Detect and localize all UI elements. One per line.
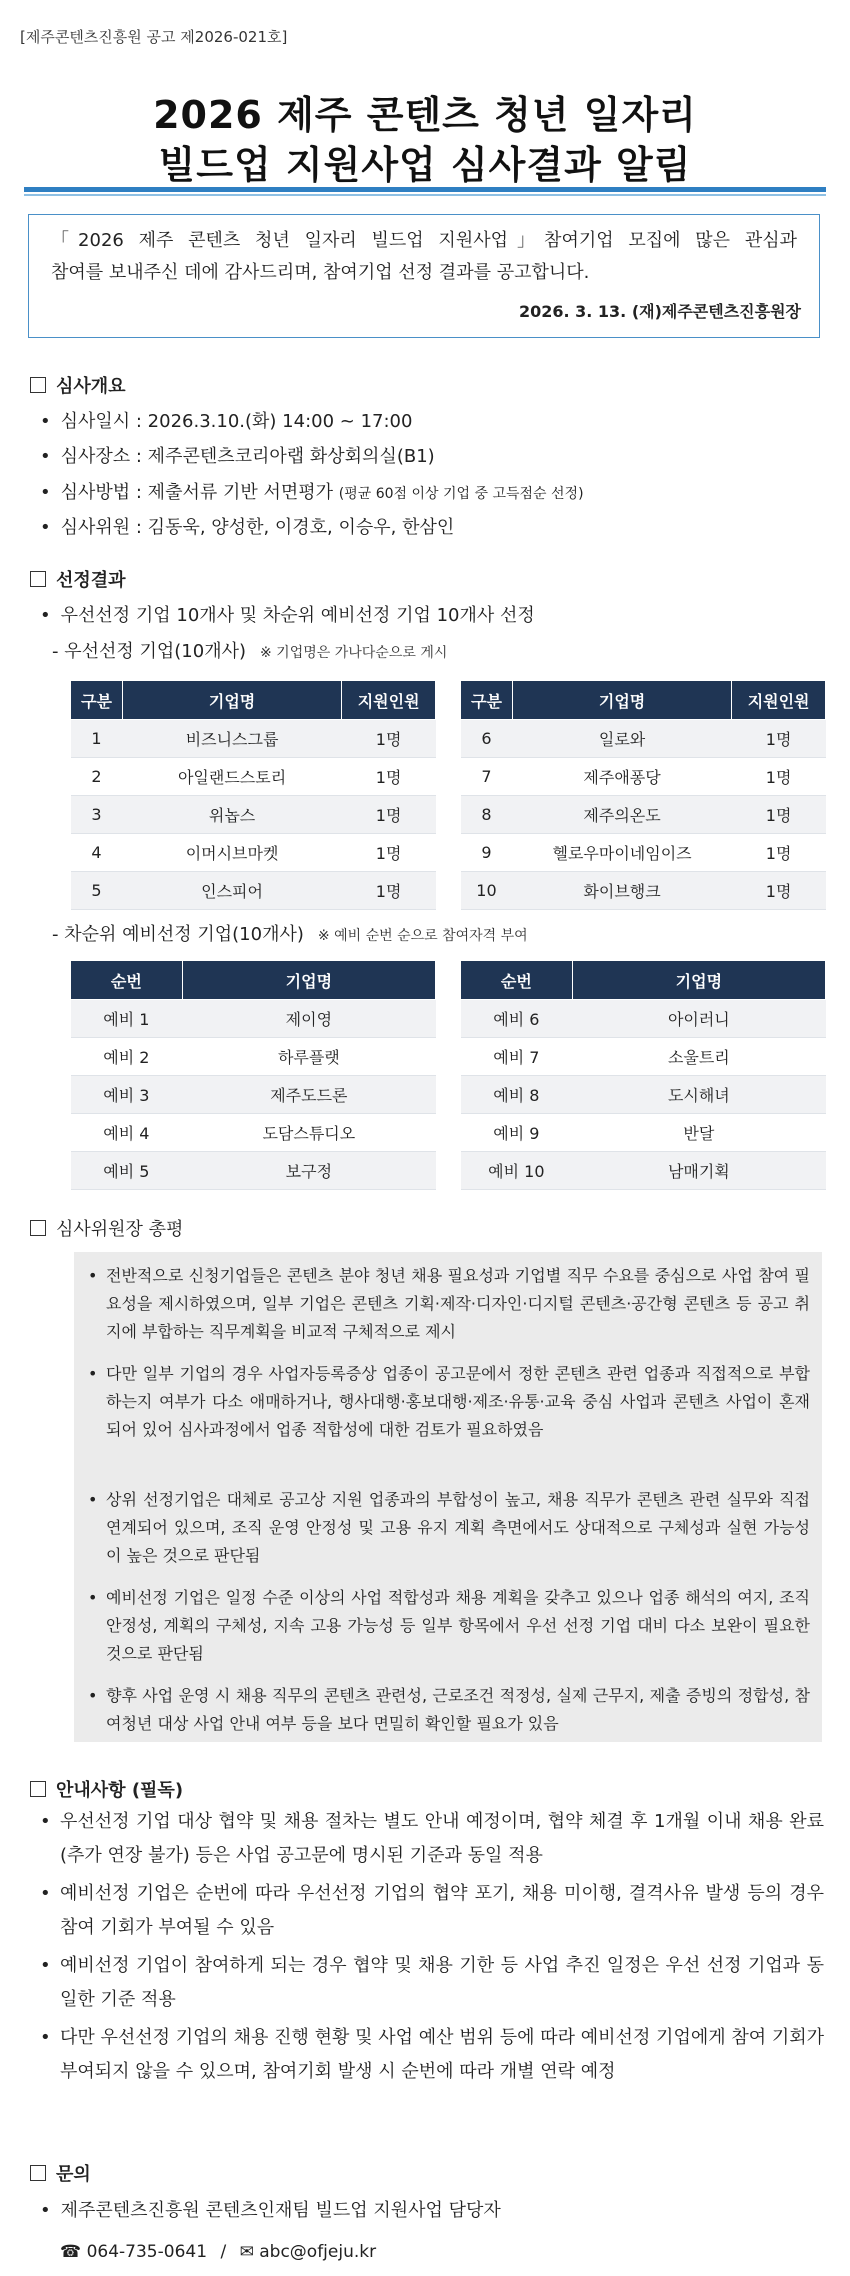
th-category: 구분 bbox=[461, 681, 513, 720]
priority-label: - 우선선정 기업(10개사) ※ 기업명은 가나다순으로 게시 bbox=[52, 641, 448, 662]
table-cell: 반달 bbox=[572, 1114, 825, 1152]
table-row bbox=[71, 720, 436, 758]
table-row bbox=[71, 1038, 436, 1076]
method-note: (평균 60점 이상 기업 중 고득점순 선정) bbox=[338, 486, 584, 502]
table-cell: 소울트리 bbox=[572, 1038, 825, 1076]
table-row bbox=[461, 796, 826, 834]
table-cell: 예비 2 bbox=[71, 1038, 183, 1076]
table-cell: 도담스튜디오 bbox=[182, 1114, 435, 1152]
reserve-label: - 차순위 예비선정 기업(10개사) ※ 예비 순번 순으로 참여자격 부여 bbox=[52, 924, 528, 945]
review-box bbox=[74, 1252, 822, 1742]
table-cell: 4 bbox=[71, 834, 123, 872]
review-item: • 다만 일부 기업의 경우 사업자등록증상 업종이 공고문에서 정한 콘텐츠 관련 업종과 직접적으로 부합하는지 여부가 다소 애매하거나, 행사대행·홍보대행·제조·유통·교육 중심 사업과 콘텐츠 사업이 혼재되어 있어 심사과정에서 업종 적합성에 대한 검토가 필요하였음 bbox=[88, 1360, 810, 1444]
table-cell: 1명 bbox=[732, 796, 826, 834]
reserve-table-right bbox=[460, 960, 826, 1190]
table-cell: 3 bbox=[71, 796, 123, 834]
phone-icon: ☎ bbox=[60, 2242, 82, 2262]
table-cell: 8 bbox=[461, 796, 513, 834]
table-cell: 1명 bbox=[342, 720, 436, 758]
table-cell: 제주도드론 bbox=[182, 1076, 435, 1114]
table-cell: 1명 bbox=[732, 758, 826, 796]
table-cell: 6 bbox=[461, 720, 513, 758]
title-line-2: 빌드업 지원사업 심사결과 알림 bbox=[158, 143, 692, 187]
table-cell: 예비 9 bbox=[461, 1114, 573, 1152]
checkbox-square-icon bbox=[30, 1220, 46, 1236]
th-company: 기업명 bbox=[122, 681, 341, 720]
table-row bbox=[71, 1076, 436, 1114]
th-count: 지원인원 bbox=[732, 681, 826, 720]
table-cell: 제주애퐁당 bbox=[512, 758, 731, 796]
table-cell: 1 bbox=[71, 720, 123, 758]
table-cell: 1명 bbox=[342, 758, 436, 796]
overview-item-method: • 심사방법 : 제출서류 기반 서면평가 (평균 60점 이상 기업 중 고득점순 선정) bbox=[40, 478, 584, 504]
table-cell: 1명 bbox=[732, 834, 826, 872]
table-cell: 1명 bbox=[342, 796, 436, 834]
table-row bbox=[461, 872, 826, 910]
inquiry-email[interactable]: abc@ofjeju.kr bbox=[259, 2242, 377, 2262]
table-row bbox=[71, 1114, 436, 1152]
review-item: • 향후 사업 운영 시 채용 직무의 콘텐츠 관련성, 근로조건 적정성, 실제 근무지, 제출 증빙의 정합성, 참여청년 대상 사업 안내 여부 등을 보다 면밀히 확인할 필요가 있음 bbox=[88, 1682, 810, 1738]
reserve-table-left bbox=[70, 960, 436, 1190]
table-row bbox=[71, 834, 436, 872]
checkbox-square-icon bbox=[30, 2165, 46, 2181]
table-cell: 1명 bbox=[732, 872, 826, 910]
table-cell: 1명 bbox=[732, 720, 826, 758]
guide-item: • 예비선정 기업이 참여하게 되는 경우 협약 및 채용 기한 등 사업 추진 일정은 우선 선정 기업과 동일한 기준 적용 bbox=[40, 1949, 824, 2017]
th-count: 지원인원 bbox=[342, 681, 436, 720]
table-cell: 예비 10 bbox=[461, 1152, 573, 1190]
table-cell: 제주의온도 bbox=[512, 796, 731, 834]
intro-line-1: 「2026 제주 콘텐츠 청년 일자리 빌드업 지원사업」참여기업 모집에 많은 관심과 bbox=[51, 230, 797, 251]
priority-note: ※ 기업명은 가나다순으로 게시 bbox=[260, 645, 448, 661]
table-cell: 헬로우마이네임이즈 bbox=[512, 834, 731, 872]
table-row bbox=[461, 1076, 826, 1114]
table-row bbox=[71, 1000, 436, 1038]
checkbox-square-icon bbox=[30, 1781, 46, 1797]
table-cell: 보구정 bbox=[182, 1152, 435, 1190]
mail-icon: ✉ bbox=[239, 2242, 254, 2262]
guide-item: • 우선선정 기업 대상 협약 및 채용 절차는 별도 안내 예정이며, 협약 체결 후 1개월 이내 채용 완료(추가 연장 불가) 등은 사업 공고문에 명시된 기준과 동일 적용 bbox=[40, 1805, 824, 1873]
reserve-note: ※ 예비 순번 순으로 참여자격 부여 bbox=[317, 928, 528, 944]
section-review-heading: 심사위원장 총평 bbox=[30, 1215, 183, 1241]
table-cell: 예비 3 bbox=[71, 1076, 183, 1114]
table-cell: 2 bbox=[71, 758, 123, 796]
table-cell: 일로와 bbox=[512, 720, 731, 758]
section-inquiry-heading: 문의 bbox=[30, 2160, 91, 2186]
table-cell: 아이러니 bbox=[572, 1000, 825, 1038]
table-row bbox=[71, 1152, 436, 1190]
th-company: 기업명 bbox=[512, 681, 731, 720]
table-cell: 남매기획 bbox=[572, 1152, 825, 1190]
th-category: 구분 bbox=[71, 681, 123, 720]
notice-number: [제주콘텐츠진흥원 공고 제2026-021호] bbox=[20, 28, 288, 46]
section-result-heading: 선정결과 bbox=[30, 566, 126, 592]
th-company: 기업명 bbox=[182, 961, 435, 1000]
intro-signature: 2026. 3. 13. (재)제주콘텐츠진흥원장 bbox=[518, 302, 801, 321]
table-row bbox=[461, 834, 826, 872]
guide-item: • 다만 우선선정 기업의 채용 진행 현황 및 사업 예산 범위 등에 따라 예비선정 기업에게 참여 기회가 부여되지 않을 수 있으며, 참여기회 발생 시 순번에 따라 개별 연락 예정 bbox=[40, 2021, 824, 2089]
overview-item-date: • 심사일시 : 2026.3.10.(화) 14:00 ~ 17:00 bbox=[40, 407, 412, 433]
table-row bbox=[71, 758, 436, 796]
table-cell: 5 bbox=[71, 872, 123, 910]
table-row bbox=[461, 720, 826, 758]
checkbox-square-icon bbox=[30, 377, 46, 393]
table-cell: 도시해녀 bbox=[572, 1076, 825, 1114]
table-row bbox=[71, 796, 436, 834]
overview-item-place: • 심사장소 : 제주콘텐츠코리아랩 화상회의실(B1) bbox=[40, 442, 435, 468]
review-item: • 상위 선정기업은 대체로 공고상 지원 업종과의 부합성이 높고, 채용 직무가 콘텐츠 관련 실무와 직접 연계되어 있으며, 조직 운영 안정성 및 고용 유지 계획 측면에서도 상대적으로 구체성과 실현 가능성이 높은 것으로 판단됨 bbox=[88, 1486, 810, 1570]
table-row bbox=[461, 1152, 826, 1190]
priority-table-right bbox=[460, 680, 826, 910]
review-item: • 예비선정 기업은 일정 수준 이상의 사업 적합성과 채용 계획을 갖추고 있으나 업종 해석의 여지, 조직 안정성, 계획의 구체성, 지속 고용 가능성 등 일부 항목에서 우선 선정 기업 대비 다소 보완이 필요한 것으로 판단됨 bbox=[88, 1584, 810, 1668]
title-rule-thin bbox=[24, 194, 826, 196]
table-cell: 7 bbox=[461, 758, 513, 796]
section-guide-heading: 안내사항 (필독) bbox=[30, 1776, 183, 1802]
table-row bbox=[461, 1038, 826, 1076]
priority-table-left bbox=[70, 680, 436, 910]
th-order: 순번 bbox=[71, 961, 183, 1000]
inquiry-contact bbox=[60, 2242, 376, 2262]
overview-item-judges: • 심사위원 : 김동욱, 양성한, 이경호, 이승우, 한삼인 bbox=[40, 513, 454, 539]
table-row bbox=[71, 872, 436, 910]
table-cell: 1명 bbox=[342, 834, 436, 872]
table-cell: 10 bbox=[461, 872, 513, 910]
result-summary: • 우선선정 기업 10개사 및 차순위 예비선정 기업 10개사 선정 bbox=[40, 601, 535, 627]
contact-separator: / bbox=[220, 2242, 227, 2262]
table-cell: 비즈니스그룹 bbox=[122, 720, 341, 758]
inquiry-item: • 제주콘텐츠진흥원 콘텐츠인재팀 빌드업 지원사업 담당자 bbox=[40, 2196, 501, 2222]
th-order: 순번 bbox=[461, 961, 573, 1000]
th-company: 기업명 bbox=[572, 961, 825, 1000]
title-line-1: 2026 제주 콘텐츠 청년 일자리 bbox=[153, 93, 697, 137]
review-item: • 전반적으로 신청기업들은 콘텐츠 분야 청년 채용 필요성과 기업별 직무 수요를 중심으로 사업 참여 필요성을 제시하였으며, 일부 기업은 콘텐츠 기획·제작·디자인·디지털 콘텐츠·공간형 콘텐츠 등 공고 취지에 부합하는 직무계획을 비교적 구체적으로 제시 bbox=[88, 1262, 810, 1346]
table-cell: 예비 8 bbox=[461, 1076, 573, 1114]
intro-box bbox=[28, 214, 820, 338]
title-rule bbox=[24, 187, 826, 192]
table-cell: 예비 7 bbox=[461, 1038, 573, 1076]
table-cell: 아일랜드스토리 bbox=[122, 758, 341, 796]
guide-item: • 예비선정 기업은 순번에 따라 우선선정 기업의 협약 포기, 채용 미이행, 결격사유 발생 등의 경우 참여 기회가 부여될 수 있음 bbox=[40, 1877, 824, 1945]
inquiry-phone: 064-735-0641 bbox=[86, 2242, 208, 2262]
table-cell: 1명 bbox=[342, 872, 436, 910]
table-cell: 제이영 bbox=[182, 1000, 435, 1038]
table-row bbox=[461, 1114, 826, 1152]
intro-line-2: 참여를 보내주신 데에 감사드리며, 참여기업 선정 결과를 공고합니다. bbox=[51, 262, 590, 283]
table-cell: 화이브행크 bbox=[512, 872, 731, 910]
table-cell: 인스피어 bbox=[122, 872, 341, 910]
table-row bbox=[461, 758, 826, 796]
table-cell: 예비 5 bbox=[71, 1152, 183, 1190]
section-overview-heading: 심사개요 bbox=[30, 372, 126, 398]
checkbox-square-icon bbox=[30, 571, 46, 587]
table-cell: 위놉스 bbox=[122, 796, 341, 834]
table-cell: 하루플랫 bbox=[182, 1038, 435, 1076]
table-cell: 예비 4 bbox=[71, 1114, 183, 1152]
table-cell: 이머시브마켓 bbox=[122, 834, 341, 872]
table-cell: 예비 1 bbox=[71, 1000, 183, 1038]
table-cell: 예비 6 bbox=[461, 1000, 573, 1038]
table-row bbox=[461, 1000, 826, 1038]
table-cell: 9 bbox=[461, 834, 513, 872]
